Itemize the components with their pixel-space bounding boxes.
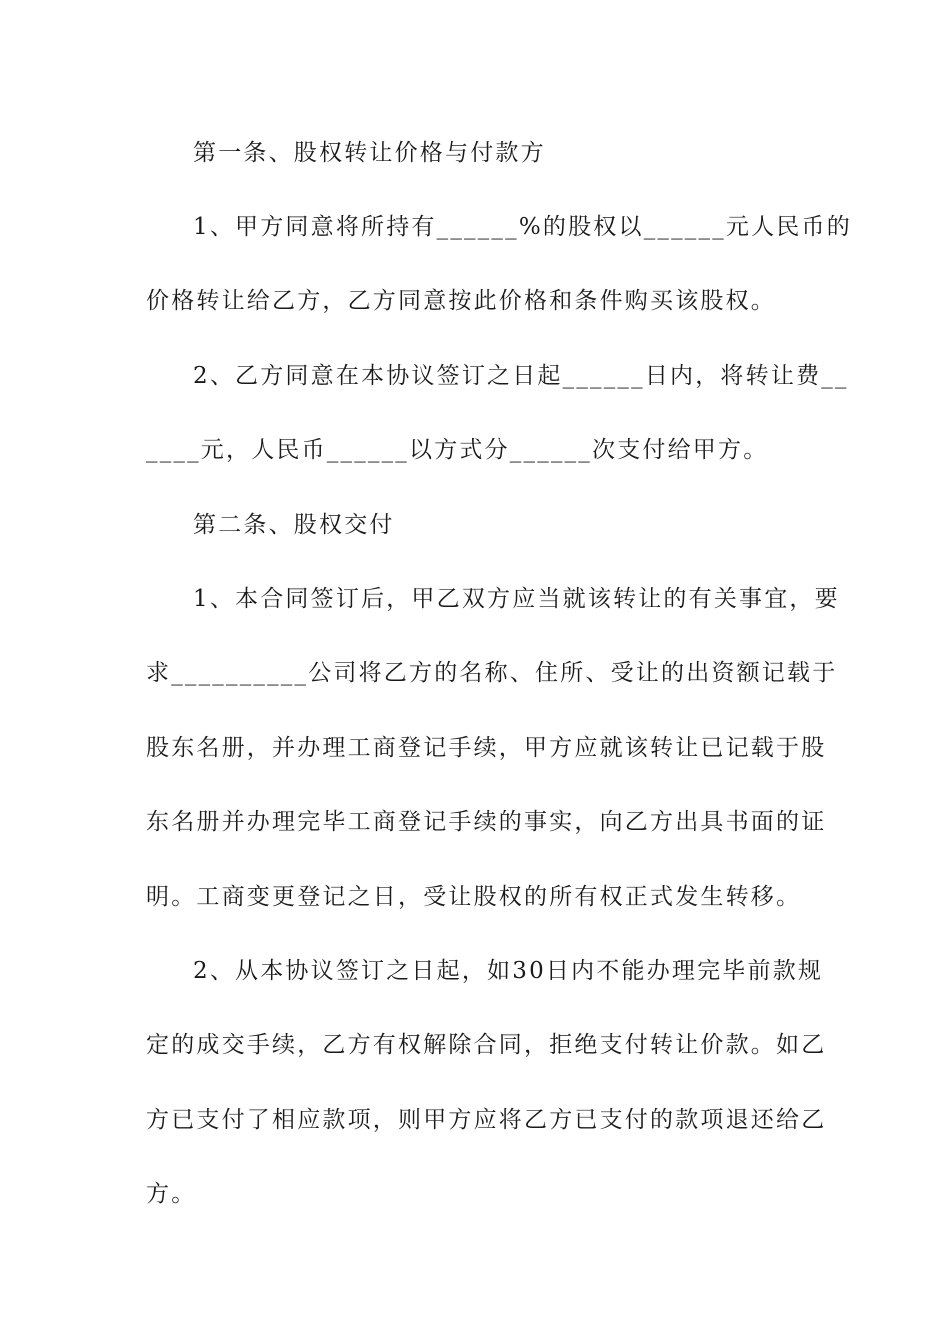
- paragraph-line: 2、乙方同意在本协议签订之日起______日内，将转让费__: [193, 363, 849, 389]
- paragraph-line: 东名册并办理完毕工商登记手续的事实，向乙方出具书面的证: [146, 809, 827, 835]
- paragraph-line: ____元，人民币______以方式分______次支付给甲方。: [146, 437, 769, 463]
- paragraph-line: 价格转让给乙方，乙方同意按此价格和条件购买该股权。: [146, 288, 776, 314]
- paragraph-line: 方。: [146, 1181, 197, 1207]
- paragraph-line: 股东名册，并办理工商登记手续，甲方应就该转让已记载于股: [146, 735, 827, 761]
- paragraph-line: 2、从本协议签订之日起，如30日内不能办理完毕前款规: [193, 958, 824, 984]
- paragraph-line: 求__________公司将乙方的名称、住所、受让的出资额记载于: [146, 660, 838, 686]
- paragraph-line: 定的成交手续，乙方有权解除合同，拒绝支付转让价款。如乙: [146, 1032, 827, 1058]
- article-1-heading: 第一条、股权转让价格与付款方: [193, 140, 546, 166]
- paragraph-line: 1、甲方同意将所持有______%的股权以______元人民币的: [193, 214, 852, 240]
- article-2-heading: 第二条、股权交付: [193, 512, 395, 538]
- paragraph-line: 明。工商变更登记之日，受让股权的所有权正式发生转移。: [146, 884, 802, 910]
- paragraph-line: 1、本合同签订后，甲乙双方应当就该转让的有关事宜，要: [193, 586, 840, 612]
- paragraph-line: 方已支付了相应款项，则甲方应将乙方已支付的款项退还给乙: [146, 1107, 827, 1133]
